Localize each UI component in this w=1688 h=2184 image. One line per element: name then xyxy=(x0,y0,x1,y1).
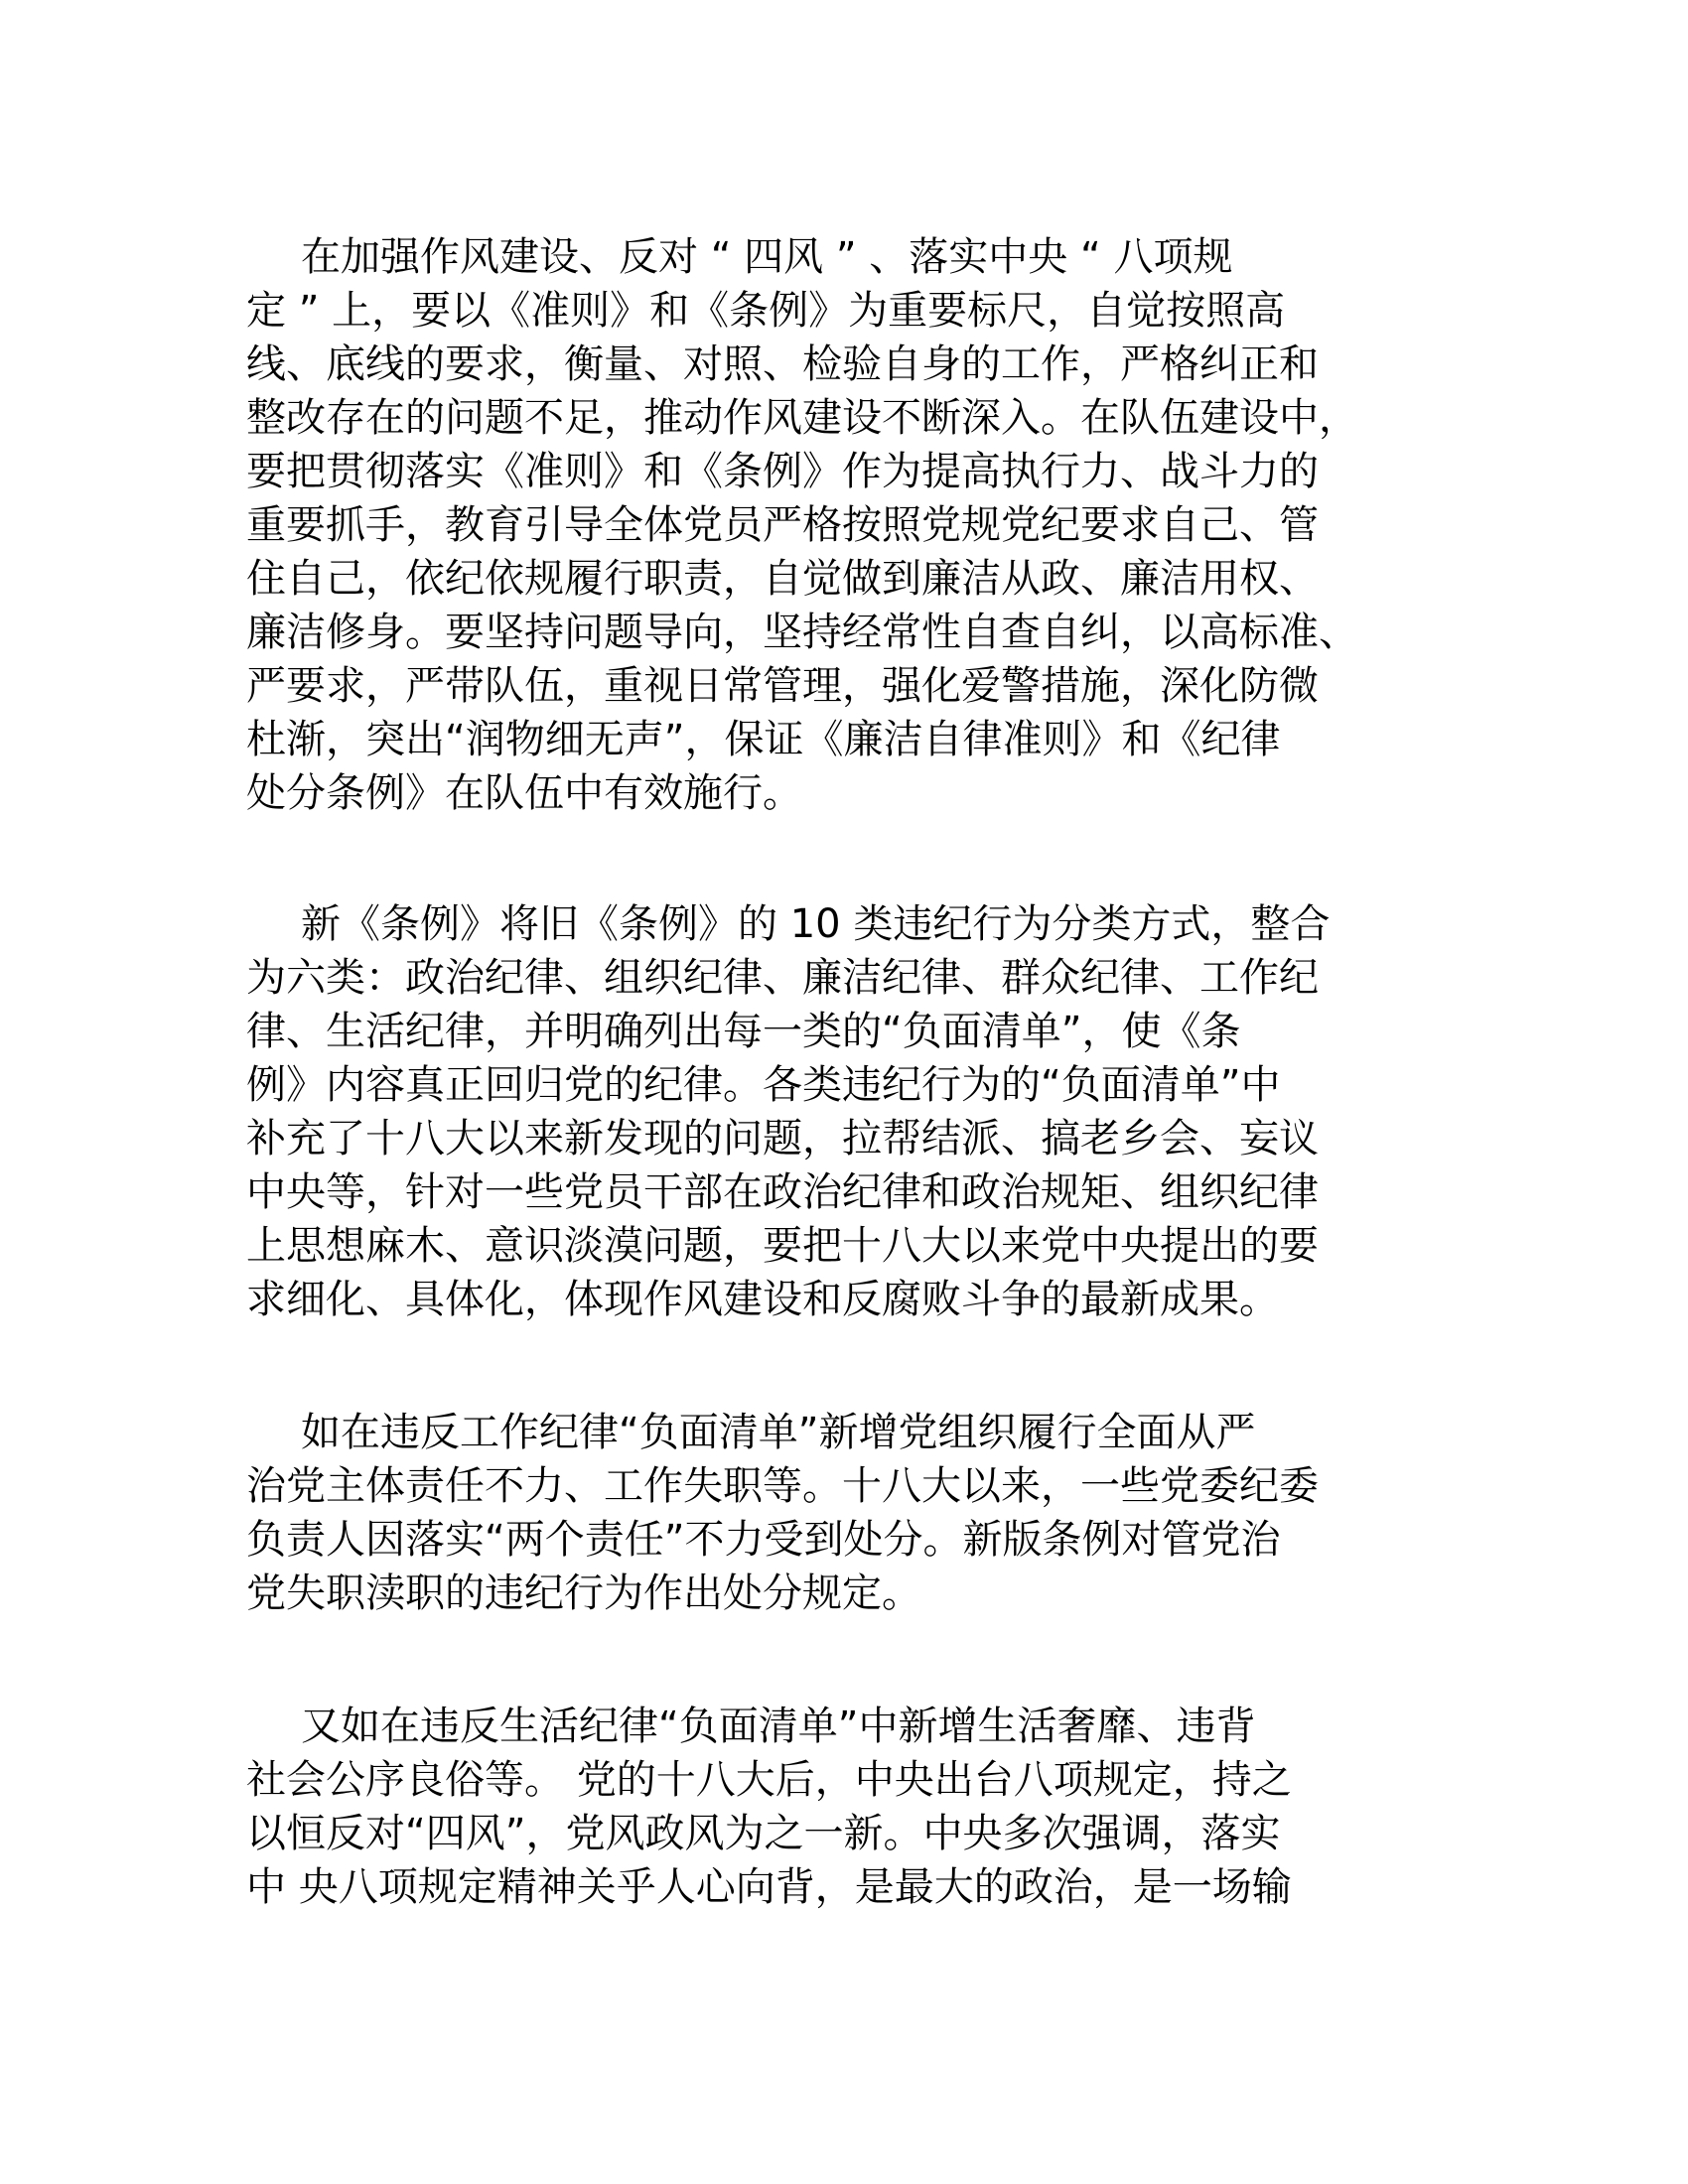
text-line: 如在违反工作纪律“负面清单”新增党组织履行全面从严 xyxy=(301,1410,1256,1455)
text-line: 定 ” 上，要以《准则》和《条例》为重要标尺，自觉按照高 xyxy=(246,288,1286,334)
text-line: 党失职渎职的违纪行为作出处分规定。 xyxy=(246,1570,921,1616)
text-line: 上思想麻木、意识淡漠问题，要把十八大以来党中央提出的要 xyxy=(246,1223,1319,1269)
text-line: 在加强作风建设、反对 “ 四风 ” 、落实中央 “ 八项规 xyxy=(301,234,1233,280)
text-line: 杜渐，突出“润物细无声”，保证《廉洁自律准则》和《纪律 xyxy=(246,717,1281,762)
text-line: 为六类：政治纪律、组织纪律、廉洁纪律、群众纪律、工作纪 xyxy=(246,955,1319,1001)
text-line: 以恒反对“四风”，党风政风为之一新。中央多次强调，落实 xyxy=(246,1811,1281,1856)
text-line: 住自己，依纪依规履行职责，自觉做到廉洁从政、廉洁用权、 xyxy=(246,556,1319,602)
text-line: 处分条例》在队伍中有效施行。 xyxy=(246,770,802,816)
text-line: 中 央八项规定精神关乎人心向背，是最大的政治，是一场输 xyxy=(246,1864,1292,1910)
text-line: 重要抓手，教育引导全体党员严格按照党规党纪要求自己、管 xyxy=(246,502,1319,548)
text-line: 补充了十八大以来新发现的问题，拉帮结派、搞老乡会、妄议 xyxy=(246,1116,1319,1161)
text-line: 社会公序良俗等。 党的十八大后，中央出台八项规定，持之 xyxy=(246,1757,1292,1803)
text-line: 中央等，针对一些党员干部在政治纪律和政治规矩、组织纪律 xyxy=(246,1169,1319,1215)
text-line: 求细化、具体化，体现作风建设和反腐败斗争的最新成果。 xyxy=(246,1277,1279,1322)
text-line: 严要求，严带队伍，重视日常管理，强化爱警措施，深化防微 xyxy=(246,663,1319,709)
text-line: 律、生活纪律，并明确列出每一类的“负面清单”，使《条 xyxy=(246,1009,1241,1054)
text-line: 整改存在的问题不足，推动作风建设不断深入。在队伍建设中， xyxy=(246,395,1358,441)
text-line: 负责人因落实“两个责任”不力受到处分。新版条例对管党治 xyxy=(246,1517,1281,1563)
text-line: 线、底线的要求，衡量、对照、检验自身的工作，严格纠正和 xyxy=(246,341,1319,387)
text-line: 新《条例》将旧《条例》的 10 类违纪行为分类方式，整合 xyxy=(301,901,1331,947)
text-line: 又如在违反生活纪律“负面清单”中新增生活奢靡、违背 xyxy=(301,1704,1256,1749)
text-line: 例》内容真正回归党的纪律。各类违纪行为的“负面清单”中 xyxy=(246,1062,1281,1108)
text-line: 治党主体责任不力、工作失职等。十八大以来，一些党委纪委 xyxy=(246,1463,1319,1509)
text-line: 要把贯彻落实《准则》和《条例》作为提高执行力、战斗力的 xyxy=(246,449,1319,494)
text-line: 廉洁修身。要坚持问题导向，坚持经常性自查自纠，以高标准、 xyxy=(246,610,1358,655)
